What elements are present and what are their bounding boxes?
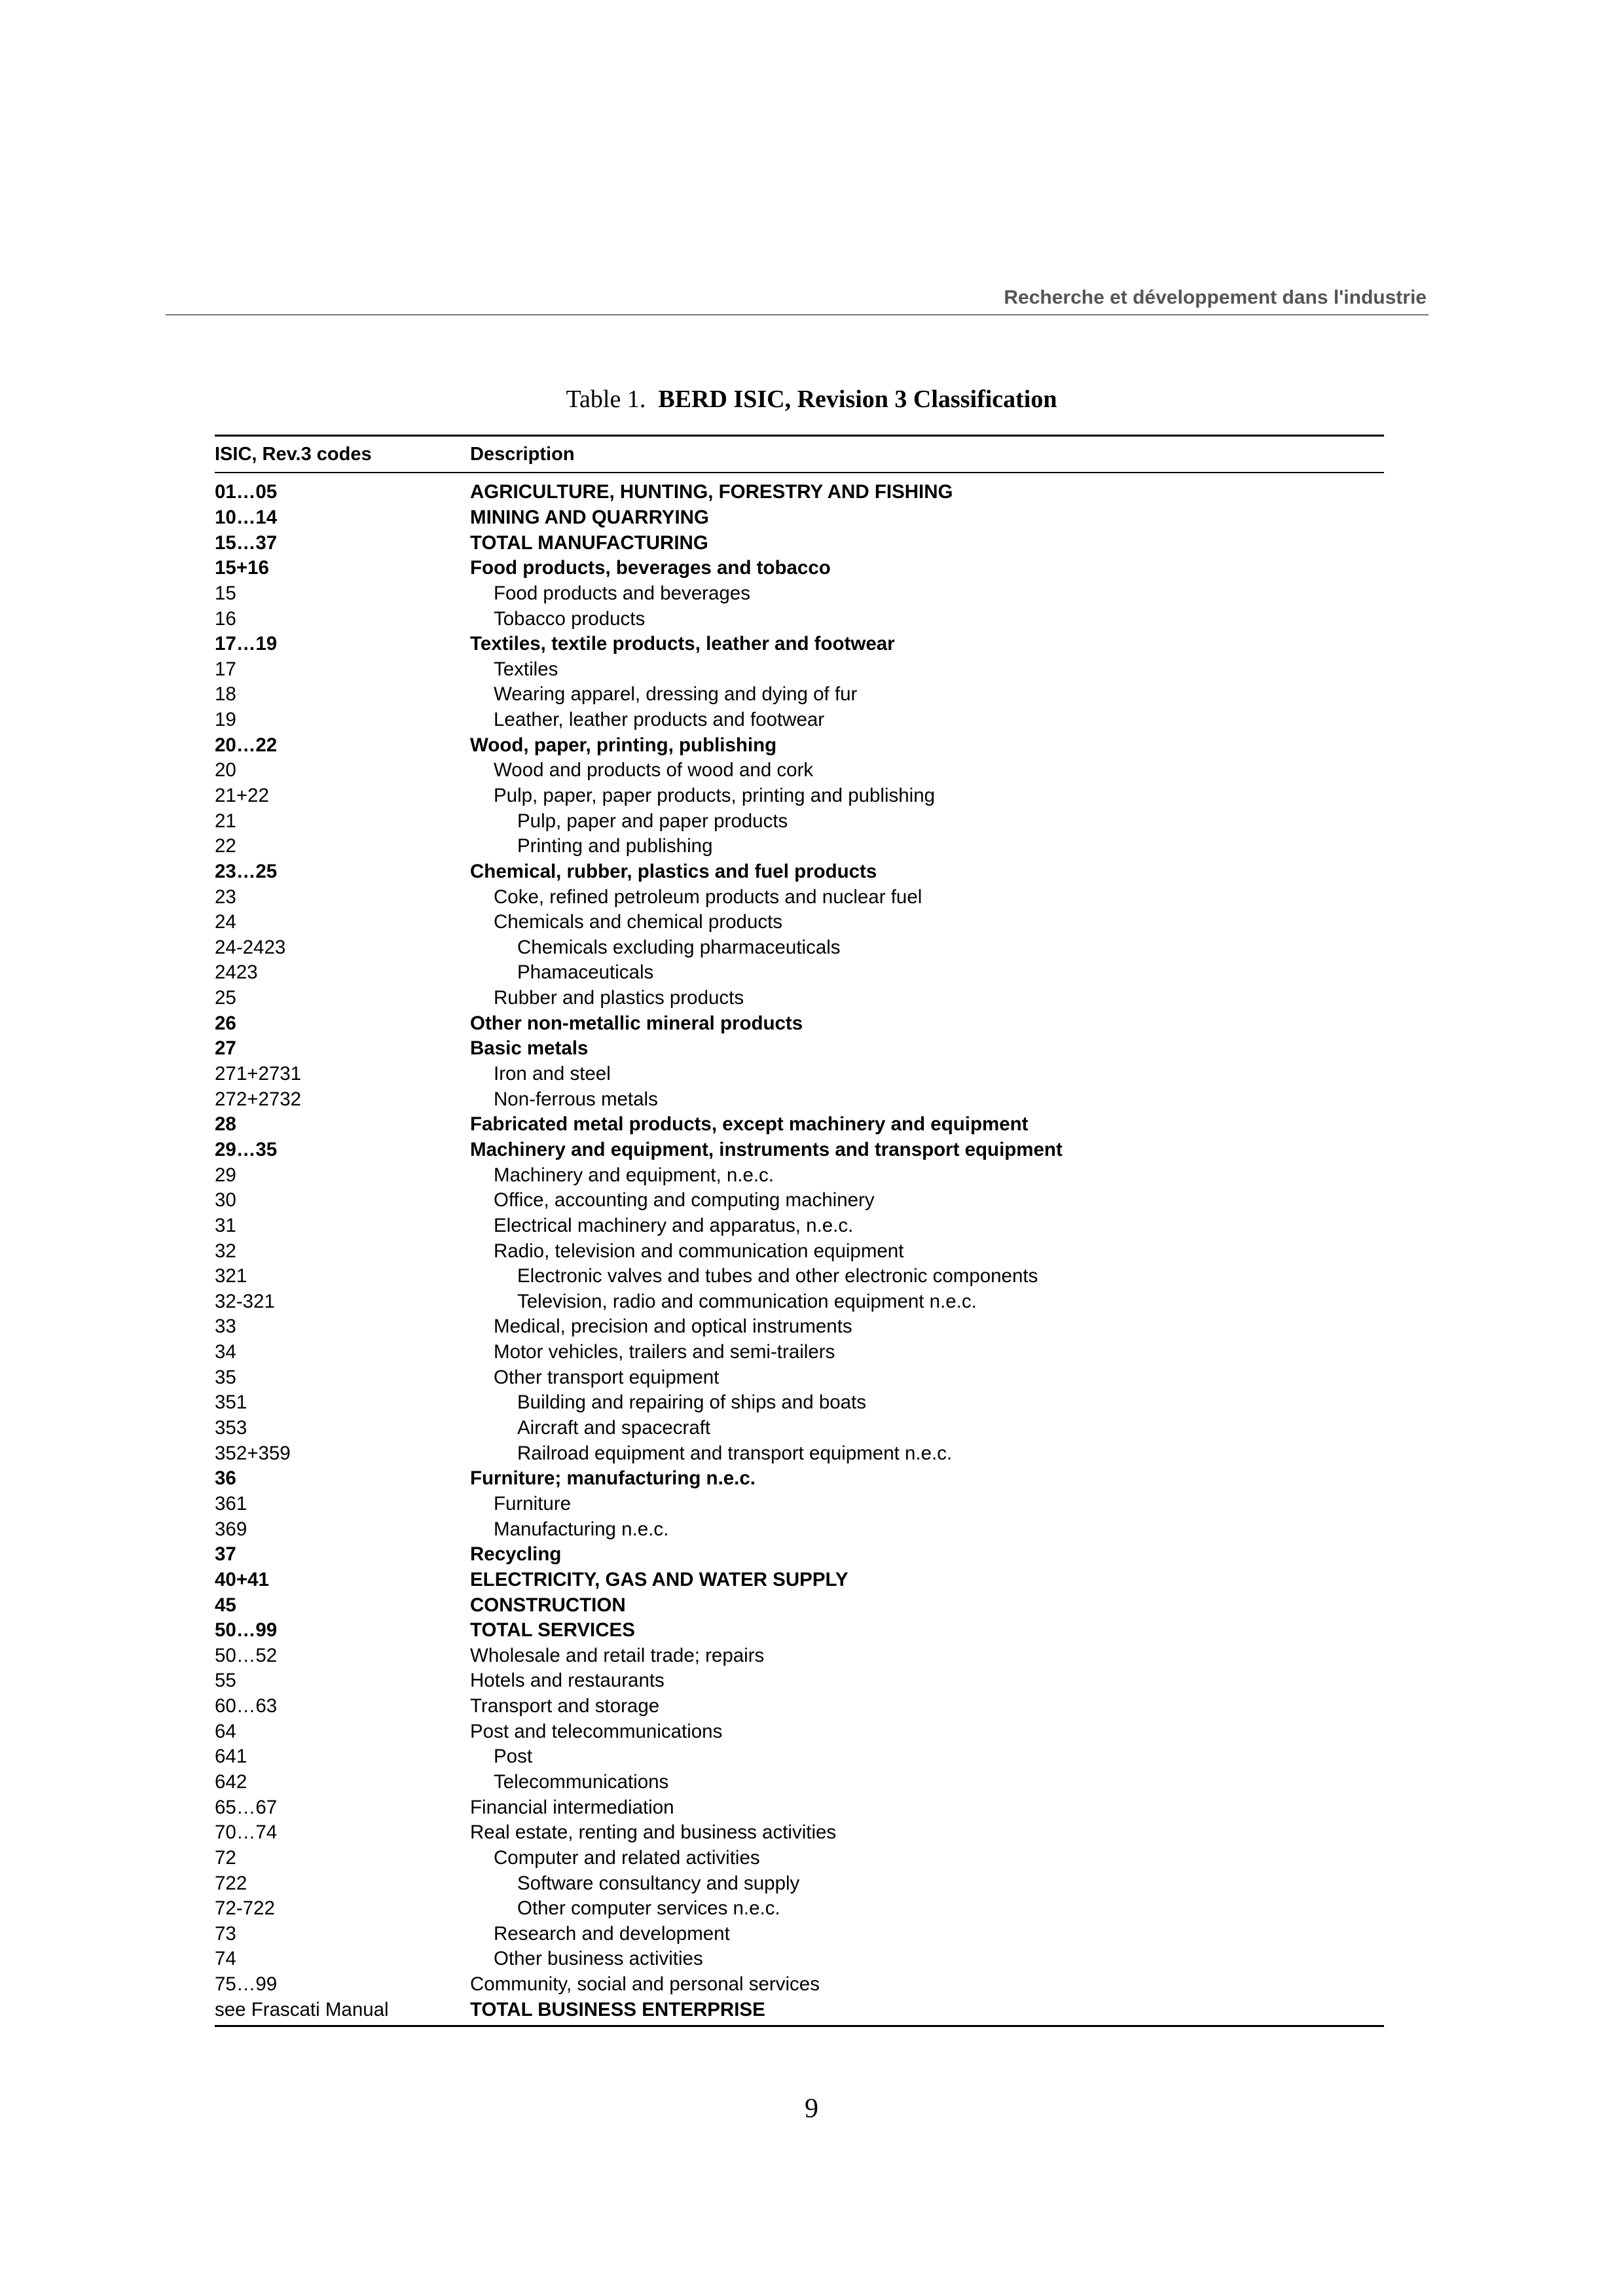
isic-code-cell: see Frascati Manual bbox=[215, 1998, 389, 2020]
description-text: Aircraft and spacecraft bbox=[517, 1417, 711, 1439]
isic-code-cell: 361 bbox=[215, 1492, 247, 1515]
description-cell bbox=[470, 835, 1384, 857]
description-cell bbox=[470, 1493, 1384, 1515]
description-text: Printing and publishing bbox=[517, 835, 713, 857]
description-text: Wood and products of wood and cork bbox=[494, 759, 814, 781]
description-cell bbox=[470, 1619, 1384, 1641]
isic-code-cell: 2423 bbox=[215, 961, 258, 984]
description-cell bbox=[470, 1923, 1384, 1945]
isic-code-cell: 27 bbox=[215, 1037, 236, 1060]
table-row bbox=[215, 1972, 1384, 1998]
isic-code-cell: 32 bbox=[215, 1240, 236, 1262]
description-cell bbox=[470, 1139, 1384, 1161]
header-rule bbox=[166, 314, 1429, 315]
isic-code-cell: 29…35 bbox=[215, 1138, 278, 1160]
isic-code-cell: 352+359 bbox=[215, 1442, 291, 1464]
isic-code-cell: 45 bbox=[215, 1594, 236, 1616]
description-cell bbox=[470, 1113, 1384, 1136]
description-cell bbox=[470, 1088, 1384, 1111]
isic-code-cell: 32-321 bbox=[215, 1290, 275, 1312]
description-cell bbox=[470, 1443, 1384, 1465]
description-cell bbox=[470, 1746, 1384, 1768]
description-text: Machinery and equipment, instruments and transport equipment bbox=[470, 1138, 1063, 1160]
classification-table bbox=[215, 435, 1384, 2027]
description-cell bbox=[470, 911, 1384, 933]
description-cell bbox=[470, 1013, 1384, 1035]
description-text: Post and telecommunications bbox=[470, 1720, 723, 1742]
description-cell bbox=[470, 481, 1384, 503]
description-text: Recycling bbox=[470, 1543, 562, 1566]
isic-code-cell: 37 bbox=[215, 1543, 236, 1566]
description-cell bbox=[470, 1417, 1384, 1439]
isic-code-cell: 01…05 bbox=[215, 481, 278, 503]
table-row bbox=[215, 1138, 1384, 1163]
table-row bbox=[215, 480, 1384, 505]
description-cell bbox=[470, 507, 1384, 529]
description-text: Chemicals excluding pharmaceuticals bbox=[517, 936, 841, 958]
table-row bbox=[215, 632, 1384, 657]
description-text: Phamaceuticals bbox=[517, 961, 654, 984]
table-row bbox=[215, 1062, 1384, 1087]
description-cell bbox=[470, 583, 1384, 605]
isic-code-cell: 17 bbox=[215, 658, 236, 680]
description-text: Motor vehicles, trailers and semi-trailers bbox=[494, 1341, 835, 1363]
description-text: AGRICULTURE, HUNTING, FORESTRY AND FISHING bbox=[470, 481, 953, 503]
table-row bbox=[215, 1264, 1384, 1289]
isic-code-cell: 23 bbox=[215, 886, 236, 908]
table-row bbox=[215, 1340, 1384, 1365]
isic-code-cell: 369 bbox=[215, 1518, 247, 1540]
table-title-text: BERD ISIC, Revision 3 Classification bbox=[658, 386, 1057, 413]
isic-code-cell: 65…67 bbox=[215, 1796, 278, 1818]
isic-code-cell: 55 bbox=[215, 1670, 236, 1692]
description-text: Medical, precision and optical instruments bbox=[494, 1316, 852, 1338]
description-cell bbox=[470, 608, 1384, 630]
description-text: TOTAL SERVICES bbox=[470, 1619, 635, 1641]
description-cell bbox=[470, 1873, 1384, 1895]
table-row bbox=[215, 1668, 1384, 1694]
description-cell bbox=[470, 709, 1384, 731]
isic-code-cell: 50…52 bbox=[215, 1644, 278, 1666]
isic-code-cell: 26 bbox=[215, 1012, 236, 1034]
table-row bbox=[215, 1946, 1384, 1972]
description-cell bbox=[470, 1037, 1384, 1060]
isic-code-cell: 22 bbox=[215, 835, 236, 857]
description-text: Furniture bbox=[494, 1492, 572, 1515]
description-cell bbox=[470, 1670, 1384, 1692]
table-row bbox=[215, 1719, 1384, 1744]
description-cell bbox=[470, 1367, 1384, 1389]
description-cell bbox=[470, 1645, 1384, 1667]
description-text: MINING AND QUARRYING bbox=[470, 506, 709, 528]
description-cell bbox=[470, 886, 1384, 908]
isic-code-cell: 28 bbox=[215, 1113, 236, 1136]
table-row bbox=[215, 1112, 1384, 1138]
description-text: Hotels and restaurants bbox=[470, 1670, 665, 1692]
isic-code-cell: 72 bbox=[215, 1846, 236, 1869]
table-title bbox=[0, 385, 1623, 414]
description-text: Manufacturing n.e.c. bbox=[494, 1518, 669, 1540]
table-row bbox=[215, 1871, 1384, 1896]
isic-code-cell: 351 bbox=[215, 1391, 247, 1414]
description-text: Research and development bbox=[494, 1922, 730, 1945]
description-cell bbox=[470, 1797, 1384, 1819]
isic-code-cell: 36 bbox=[215, 1467, 236, 1490]
description-text: Other non-metallic mineral products bbox=[470, 1012, 803, 1034]
description-text: Financial intermediation bbox=[470, 1796, 674, 1818]
isic-code-cell: 31 bbox=[215, 1214, 236, 1236]
description-cell bbox=[470, 1467, 1384, 1490]
description-text: Electronic valves and tubes and other electronic components bbox=[517, 1265, 1038, 1287]
description-cell bbox=[470, 1695, 1384, 1717]
description-text: Software consultancy and supply bbox=[517, 1872, 800, 1894]
table-body bbox=[215, 480, 1384, 2022]
isic-code-cell: 17…19 bbox=[215, 633, 278, 655]
table-row bbox=[215, 783, 1384, 809]
description-text: Basic metals bbox=[470, 1037, 589, 1060]
isic-code-cell: 70…74 bbox=[215, 1821, 278, 1844]
table-row bbox=[215, 1365, 1384, 1390]
table-row bbox=[215, 1466, 1384, 1492]
table-row bbox=[215, 1213, 1384, 1239]
description-cell bbox=[470, 1973, 1384, 1996]
table-row bbox=[215, 808, 1384, 834]
description-cell bbox=[470, 861, 1384, 883]
table-row bbox=[215, 758, 1384, 783]
isic-code-cell: 40+41 bbox=[215, 1568, 269, 1590]
table-row bbox=[215, 1162, 1384, 1188]
table-row bbox=[215, 884, 1384, 910]
table-row bbox=[215, 682, 1384, 708]
isic-code-cell: 74 bbox=[215, 1948, 236, 1970]
table-row bbox=[215, 732, 1384, 758]
isic-code-cell: 321 bbox=[215, 1265, 247, 1287]
description-text: Radio, television and communication equipment bbox=[494, 1240, 904, 1262]
isic-code-cell: 18 bbox=[215, 683, 236, 706]
description-cell bbox=[470, 1518, 1384, 1541]
description-text: Food products, beverages and tobacco bbox=[470, 557, 831, 579]
description-text: Wholesale and retail trade; repairs bbox=[470, 1644, 765, 1666]
table-row bbox=[215, 859, 1384, 885]
description-text: Machinery and equipment, n.e.c. bbox=[494, 1164, 774, 1186]
description-text: Chemical, rubber, plastics and fuel products bbox=[470, 860, 877, 882]
isic-code-cell: 15…37 bbox=[215, 531, 278, 554]
table-row bbox=[215, 1896, 1384, 1922]
description-cell bbox=[470, 759, 1384, 781]
description-text: Office, accounting and computing machinery bbox=[494, 1189, 875, 1211]
isic-code-cell: 64 bbox=[215, 1720, 236, 1742]
isic-code-cell: 271+2731 bbox=[215, 1063, 302, 1085]
isic-code-cell: 10…14 bbox=[215, 506, 278, 528]
description-cell bbox=[470, 1391, 1384, 1414]
isic-code-cell: 23…25 bbox=[215, 860, 278, 882]
isic-code-cell: 21+22 bbox=[215, 785, 269, 806]
running-header: Recherche et développement dans l'industrie bbox=[1004, 287, 1427, 308]
table-row bbox=[215, 1770, 1384, 1795]
isic-code-cell: 15 bbox=[215, 582, 236, 604]
description-text: Furniture; manufacturing n.e.c. bbox=[470, 1467, 756, 1490]
description-cell bbox=[470, 1316, 1384, 1338]
isic-code-cell: 72-722 bbox=[215, 1897, 275, 1920]
description-text: Other business activities bbox=[494, 1948, 703, 1970]
description-cell bbox=[470, 1265, 1384, 1287]
description-text: Other transport equipment bbox=[494, 1366, 720, 1388]
table-row bbox=[215, 1011, 1384, 1036]
isic-code-cell: 20 bbox=[215, 759, 236, 781]
description-cell bbox=[470, 1189, 1384, 1211]
table-row bbox=[215, 1314, 1384, 1340]
table-row bbox=[215, 1694, 1384, 1719]
table-row bbox=[215, 606, 1384, 632]
isic-code-cell: 24-2423 bbox=[215, 936, 286, 958]
isic-code-cell: 25 bbox=[215, 987, 236, 1009]
description-cell bbox=[470, 1847, 1384, 1869]
description-text: Coke, refined petroleum products and nuclear fuel bbox=[494, 886, 922, 908]
table-row bbox=[215, 1795, 1384, 1820]
table-row bbox=[215, 1744, 1384, 1770]
isic-code-cell: 50…99 bbox=[215, 1619, 278, 1641]
description-text: Pulp, paper, paper products, printing and publishing bbox=[494, 785, 936, 806]
description-text: Non-ferrous metals bbox=[494, 1088, 658, 1110]
page-number: 9 bbox=[805, 2094, 818, 2124]
table-number: Table 1. bbox=[566, 386, 646, 413]
description-text: Real estate, renting and business activities bbox=[470, 1821, 837, 1844]
description-cell bbox=[470, 1821, 1384, 1844]
codes-column-header: ISIC, Rev.3 codes bbox=[215, 444, 372, 465]
table-row bbox=[215, 708, 1384, 733]
description-cell bbox=[470, 785, 1384, 807]
table-row bbox=[215, 581, 1384, 607]
description-text: Television, radio and communication equipment n.e.c. bbox=[517, 1290, 977, 1312]
description-cell bbox=[470, 532, 1384, 554]
description-text: Textiles bbox=[494, 658, 558, 680]
description-text: Railroad equipment and transport equipment n.e.c. bbox=[517, 1442, 953, 1464]
isic-code-cell: 60…63 bbox=[215, 1695, 278, 1717]
isic-code-cell: 75…99 bbox=[215, 1973, 278, 1996]
table-bottom-rule bbox=[215, 2025, 1384, 2027]
isic-code-cell: 33 bbox=[215, 1316, 236, 1338]
description-cell bbox=[470, 961, 1384, 984]
isic-code-cell: 73 bbox=[215, 1922, 236, 1945]
isic-code-cell: 16 bbox=[215, 607, 236, 630]
description-cell bbox=[470, 557, 1384, 579]
description-cell bbox=[470, 1215, 1384, 1237]
description-cell bbox=[470, 810, 1384, 833]
isic-code-cell: 641 bbox=[215, 1746, 247, 1768]
isic-code-cell: 24 bbox=[215, 911, 236, 933]
description-text: ELECTRICITY, GAS AND WATER SUPPLY bbox=[470, 1568, 848, 1590]
description-text: Post bbox=[494, 1746, 533, 1768]
table-row bbox=[215, 1416, 1384, 1441]
description-cell bbox=[470, 987, 1384, 1009]
isic-code-cell: 353 bbox=[215, 1417, 247, 1439]
description-text: Transport and storage bbox=[470, 1695, 660, 1717]
description-text: TOTAL BUSINESS ENTERPRISE bbox=[470, 1998, 765, 2020]
table-row bbox=[215, 910, 1384, 935]
table-row bbox=[215, 986, 1384, 1011]
description-cell bbox=[470, 1164, 1384, 1187]
table-header-row bbox=[215, 437, 1384, 467]
description-text: Other computer services n.e.c. bbox=[517, 1897, 780, 1920]
description-text: Wood, paper, printing, publishing bbox=[470, 734, 777, 756]
isic-code-cell: 642 bbox=[215, 1770, 247, 1793]
description-cell bbox=[470, 1771, 1384, 1793]
table-row bbox=[215, 834, 1384, 859]
description-text: Food products and beverages bbox=[494, 582, 750, 604]
description-text: Community, social and personal services bbox=[470, 1973, 820, 1996]
table-row bbox=[215, 1516, 1384, 1542]
table-row bbox=[215, 656, 1384, 682]
table-row bbox=[215, 1542, 1384, 1568]
table-row bbox=[215, 960, 1384, 986]
table-row bbox=[215, 530, 1384, 556]
isic-code-cell: 272+2732 bbox=[215, 1088, 302, 1110]
description-text: Leather, leather products and footwear bbox=[494, 709, 825, 731]
description-cell bbox=[470, 1291, 1384, 1313]
description-text: Building and repairing of ships and boats bbox=[517, 1391, 867, 1414]
description-cell bbox=[470, 1240, 1384, 1263]
isic-code-cell: 15+16 bbox=[215, 557, 269, 579]
table-row bbox=[215, 935, 1384, 961]
isic-code-cell: 20…22 bbox=[215, 734, 278, 756]
description-cell bbox=[470, 683, 1384, 706]
description-text: Rubber and plastics products bbox=[494, 987, 744, 1009]
table-row bbox=[215, 1846, 1384, 1871]
isic-code-cell: 29 bbox=[215, 1164, 236, 1186]
table-header-rule bbox=[215, 472, 1384, 473]
isic-code-cell: 34 bbox=[215, 1341, 236, 1363]
table-row bbox=[215, 1643, 1384, 1668]
description-cell bbox=[470, 658, 1384, 681]
description-cell bbox=[470, 1999, 1384, 2021]
isic-code-cell: 30 bbox=[215, 1189, 236, 1211]
description-text: CONSTRUCTION bbox=[470, 1594, 626, 1616]
table-row bbox=[215, 505, 1384, 531]
description-cell bbox=[470, 1569, 1384, 1591]
isic-code-cell: 722 bbox=[215, 1872, 247, 1894]
description-text: Fabricated metal products, except machinery and equipment bbox=[470, 1113, 1029, 1136]
table-row bbox=[215, 1492, 1384, 1517]
description-text: Textiles, textile products, leather and footwear bbox=[470, 633, 895, 655]
description-cell bbox=[470, 1721, 1384, 1743]
description-cell bbox=[470, 1594, 1384, 1617]
description-text: Wearing apparel, dressing and dying of fur bbox=[494, 683, 858, 706]
description-text: Tobacco products bbox=[494, 607, 646, 630]
table-row bbox=[215, 556, 1384, 581]
table-row bbox=[215, 1086, 1384, 1112]
description-text: Electrical machinery and apparatus, n.e.c. bbox=[494, 1214, 854, 1236]
description-text: TOTAL MANUFACTURING bbox=[470, 531, 708, 554]
description-cell bbox=[470, 1341, 1384, 1363]
description-text: Telecommunications bbox=[494, 1770, 669, 1793]
table-row bbox=[215, 1390, 1384, 1416]
table-row bbox=[215, 1289, 1384, 1315]
description-column-header: Description bbox=[470, 444, 575, 465]
isic-code-cell: 21 bbox=[215, 810, 236, 832]
description-cell bbox=[470, 1948, 1384, 1970]
description-cell bbox=[470, 1063, 1384, 1085]
description-cell bbox=[470, 1543, 1384, 1566]
table-row bbox=[215, 1820, 1384, 1846]
table-row bbox=[215, 1618, 1384, 1643]
isic-code-cell: 35 bbox=[215, 1366, 236, 1388]
description-text: Chemicals and chemical products bbox=[494, 911, 783, 933]
table-row bbox=[215, 1441, 1384, 1466]
description-cell bbox=[470, 633, 1384, 655]
description-cell bbox=[470, 1897, 1384, 1920]
table-row bbox=[215, 1036, 1384, 1062]
table-row bbox=[215, 1997, 1384, 2022]
description-text: Iron and steel bbox=[494, 1063, 611, 1085]
description-cell bbox=[470, 734, 1384, 757]
table-row bbox=[215, 1922, 1384, 1947]
table-row bbox=[215, 1238, 1384, 1264]
description-cell bbox=[470, 937, 1384, 959]
table-row bbox=[215, 1592, 1384, 1618]
table-row bbox=[215, 1188, 1384, 1213]
isic-code-cell: 19 bbox=[215, 709, 236, 731]
table-row bbox=[215, 1568, 1384, 1593]
description-text: Pulp, paper and paper products bbox=[517, 810, 788, 832]
description-text: Computer and related activities bbox=[494, 1846, 760, 1869]
